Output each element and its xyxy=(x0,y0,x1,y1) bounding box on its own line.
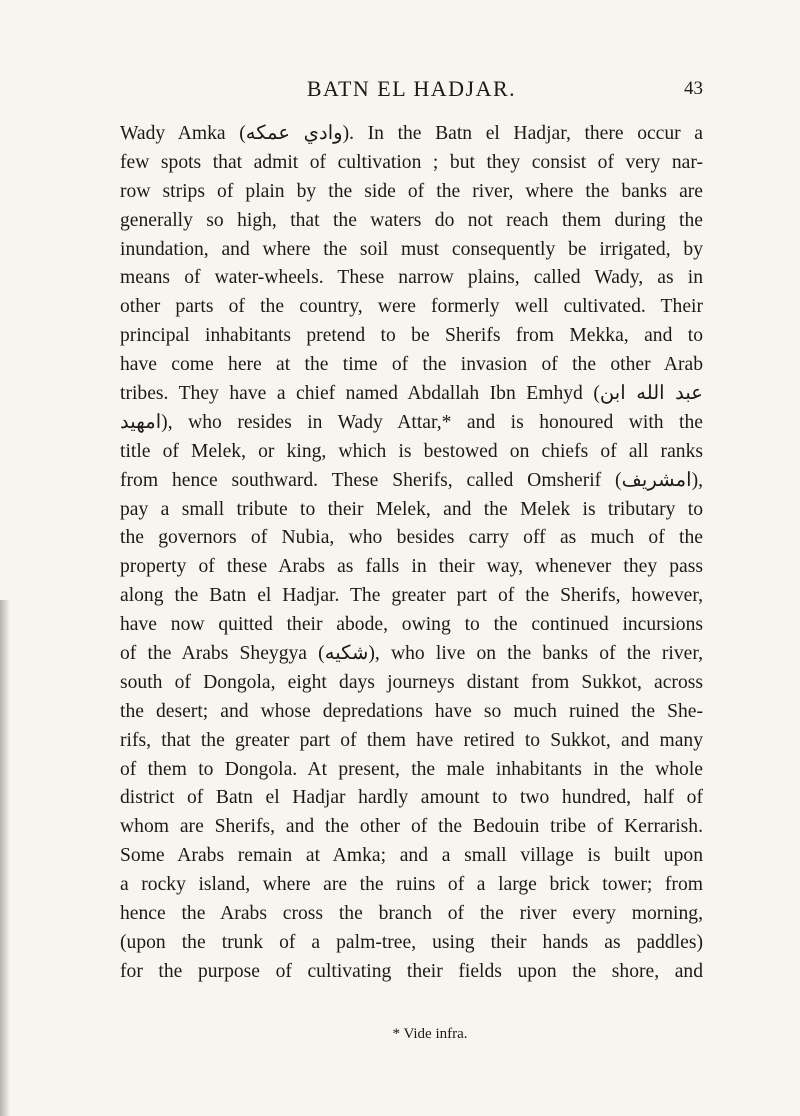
text-line: Some Arabs remain at Amka; and a small village is built upon xyxy=(120,845,703,867)
text-line: tribes. They have a chief named Abdallah Ibn Emhyd (عبد الله ابن xyxy=(120,383,703,405)
text-line: inundation, and where the soil must consequently be irrigated, by xyxy=(120,238,703,260)
text-line: property of these Arabs as falls in their way, whenever they pass xyxy=(120,556,703,578)
text-line: hence the Arabs cross the branch of the river every morning, xyxy=(120,903,703,925)
text-line: rifs, that the greater part of them have retired to Sukkot, and many xyxy=(120,729,703,751)
text-line: from hence southward. These Sherifs, called Omsherif (امشريف), xyxy=(120,469,703,491)
text-line: title of Melek, or king, which is bestowed on chiefs of all ranks xyxy=(120,440,703,462)
text-line: generally so high, that the waters do not reach them during the xyxy=(120,209,703,231)
text-line: other parts of the country, were formerly well cultivated. Their xyxy=(120,296,703,318)
text-line: a rocky island, where are the ruins of a large brick tower; from xyxy=(120,874,703,896)
text-line: for the purpose of cultivating their fields upon the shore, and xyxy=(120,960,703,982)
text-line: pay a small tribute to their Melek, and the Melek is tributary to xyxy=(120,498,703,520)
text-line: row strips of plain by the side of the river, where the banks are xyxy=(120,180,703,202)
text-line: have now quitted their abode, owing to the continued incursions xyxy=(120,614,703,636)
running-head: BATN EL HADJAR. xyxy=(306,76,517,101)
page-header xyxy=(120,76,703,106)
text-line: few spots that admit of cultivation ; but they consist of very nar- xyxy=(120,151,703,173)
text-line: of the Arabs Sheygya (شكيه), who live on the banks of the river, xyxy=(120,643,703,665)
text-line: whom are Sherifs, and the other of the Bedouin tribe of Kerrarish. xyxy=(120,816,703,838)
text-line: have come here at the time of the invasion of the other Arab xyxy=(120,354,703,376)
text-line: means of water-wheels. These narrow plains, called Wady, as in xyxy=(120,267,703,289)
text-line: the desert; and whose depredations have so much ruined the She- xyxy=(120,700,703,722)
text-line: the governors of Nubia, who besides carry off as much of the xyxy=(120,527,703,549)
text-line: south of Dongola, eight days journeys distant from Sukkot, across xyxy=(120,671,703,693)
text-line: district of Batn el Hadjar hardly amount to two hundred, half of xyxy=(120,787,703,809)
footnote-text: * Vide infra. xyxy=(392,1026,468,1042)
page-number: 43 xyxy=(684,78,703,99)
text-line: principal inhabitants pretend to be Sherifs from Mekka, and to xyxy=(120,325,703,347)
text-line: (upon the trunk of a palm-tree, using their hands as paddles) xyxy=(120,931,703,953)
text-line: Wady Amka (وادي عمكه). In the Batn el Hadjar, there occur a xyxy=(120,123,703,144)
footnote xyxy=(0,1026,800,1043)
text-line: امهيد), who resides in Wady Attar,* and is honoured with the xyxy=(120,411,703,433)
body-text xyxy=(120,120,703,987)
text-line: of them to Dongola. At present, the male inhabitants in the whole xyxy=(120,758,703,780)
text-line: along the Batn el Hadjar. The greater part of the Sherifs, however, xyxy=(120,585,703,607)
